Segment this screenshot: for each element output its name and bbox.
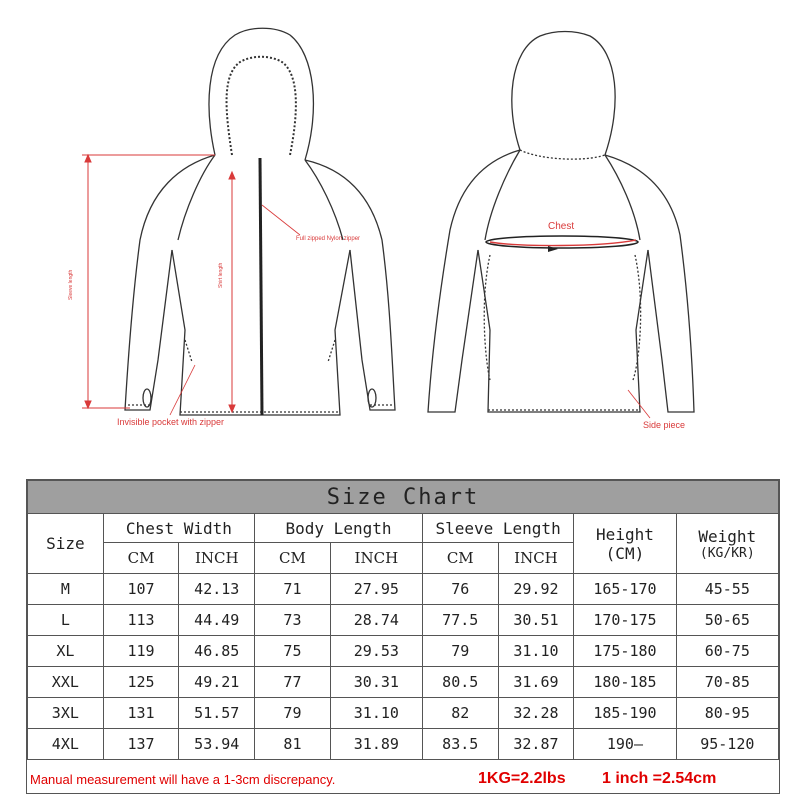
shirt-length-label: Shirt length bbox=[218, 262, 224, 288]
unit-body-cm: CM bbox=[255, 543, 331, 574]
cell-chest-in: 42.13 bbox=[179, 574, 255, 605]
cell-chest-in: 51.57 bbox=[179, 698, 255, 729]
table-row bbox=[28, 729, 779, 760]
cell-sleeve-in: 30.51 bbox=[498, 605, 574, 636]
header-height-label: Height bbox=[596, 524, 654, 544]
cell-chest-in: 46.85 bbox=[179, 636, 255, 667]
cell-body-in: 30.31 bbox=[330, 667, 422, 698]
cell-body-in: 28.74 bbox=[330, 605, 422, 636]
cell-chest-cm: 137 bbox=[103, 729, 179, 760]
unit-sleeve-inch: INCH bbox=[498, 543, 574, 574]
sleeve-length-measure bbox=[82, 155, 215, 408]
cell-size: 3XL bbox=[28, 698, 104, 729]
cell-sleeve-cm: 77.5 bbox=[422, 605, 498, 636]
cell-sleeve-cm: 82 bbox=[422, 698, 498, 729]
chart-footer bbox=[27, 760, 779, 798]
cell-height: 165-170 bbox=[574, 574, 676, 605]
size-chart bbox=[26, 479, 780, 794]
header-sleeve: Sleeve Length bbox=[422, 514, 573, 543]
table-row bbox=[28, 605, 779, 636]
header-weight-label: Weight bbox=[698, 526, 757, 546]
cell-chest-cm: 119 bbox=[103, 636, 179, 667]
header-weight bbox=[676, 514, 778, 574]
header-body: Body Length bbox=[255, 514, 423, 543]
table-row bbox=[28, 667, 779, 698]
cell-weight: 50-65 bbox=[676, 605, 778, 636]
cell-height: 175-180 bbox=[574, 636, 676, 667]
header-size: Size bbox=[28, 514, 104, 574]
cell-chest-cm: 107 bbox=[103, 574, 179, 605]
shirt-length-measure bbox=[229, 172, 235, 412]
cell-body-cm: 77 bbox=[255, 667, 331, 698]
unit-sleeve-cm: CM bbox=[422, 543, 498, 574]
size-chart-table bbox=[27, 480, 779, 760]
cell-chest-cm: 131 bbox=[103, 698, 179, 729]
cell-size: XXL bbox=[28, 667, 104, 698]
cell-body-in: 27.95 bbox=[330, 574, 422, 605]
cell-body-in: 31.10 bbox=[330, 698, 422, 729]
cell-size: 4XL bbox=[28, 729, 104, 760]
cell-size: L bbox=[28, 605, 104, 636]
unit-chest-cm: CM bbox=[103, 543, 179, 574]
cell-body-in: 31.89 bbox=[330, 729, 422, 760]
header-height-unit: (CM) bbox=[605, 543, 645, 563]
zipper-callout-line bbox=[262, 205, 300, 235]
cell-chest-in: 49.21 bbox=[179, 667, 255, 698]
cell-chest-cm: 125 bbox=[103, 667, 179, 698]
cell-sleeve-in: 31.69 bbox=[498, 667, 574, 698]
cell-body-cm: 79 bbox=[255, 698, 331, 729]
cell-sleeve-in: 32.28 bbox=[498, 698, 574, 729]
table-row bbox=[28, 636, 779, 667]
cell-weight: 45-55 bbox=[676, 574, 778, 605]
table-row bbox=[28, 574, 779, 605]
cell-height: 190— bbox=[574, 729, 676, 760]
header-weight-unit: (KG/KR) bbox=[699, 545, 755, 561]
pocket-label: Invisible pocket with zipper bbox=[117, 417, 225, 427]
chart-title: Size Chart bbox=[28, 481, 779, 514]
kg-conversion: 1KG=2.2lbs bbox=[478, 770, 566, 787]
cell-sleeve-in: 29.92 bbox=[498, 574, 574, 605]
cell-height: 170-175 bbox=[574, 605, 676, 636]
cell-sleeve-cm: 83.5 bbox=[422, 729, 498, 760]
cell-sleeve-cm: 76 bbox=[422, 574, 498, 605]
zipper-line bbox=[260, 158, 262, 415]
cell-height: 185-190 bbox=[574, 698, 676, 729]
cell-weight: 60-75 bbox=[676, 636, 778, 667]
unit-body-inch: INCH bbox=[330, 543, 422, 574]
cell-sleeve-cm: 79 bbox=[422, 636, 498, 667]
cell-body-cm: 81 bbox=[255, 729, 331, 760]
cell-weight: 95-120 bbox=[676, 729, 778, 760]
cell-body-cm: 73 bbox=[255, 605, 331, 636]
cell-sleeve-cm: 80.5 bbox=[422, 667, 498, 698]
cell-sleeve-in: 32.87 bbox=[498, 729, 574, 760]
header-height bbox=[574, 514, 676, 574]
cell-chest-in: 44.49 bbox=[179, 605, 255, 636]
cell-weight: 80-95 bbox=[676, 698, 778, 729]
side-piece-label: Side piece bbox=[643, 420, 686, 430]
zipper-label: Full zipped Nylon zipper bbox=[296, 236, 361, 242]
cell-body-cm: 75 bbox=[255, 636, 331, 667]
cell-body-in: 29.53 bbox=[330, 636, 422, 667]
chest-measure bbox=[486, 236, 638, 252]
chest-label: Chest bbox=[548, 221, 575, 232]
cell-height: 180-185 bbox=[574, 667, 676, 698]
cell-sleeve-in: 31.10 bbox=[498, 636, 574, 667]
header-chest: Chest Width bbox=[103, 514, 254, 543]
sleeve-length-label: Sleeve length bbox=[68, 269, 74, 300]
cell-weight: 70-85 bbox=[676, 667, 778, 698]
cell-chest-in: 53.94 bbox=[179, 729, 255, 760]
cell-chest-cm: 113 bbox=[103, 605, 179, 636]
inch-conversion: 1 inch =2.54cm bbox=[602, 770, 717, 787]
measurement-note: Manual measurement will have a 1-3cm discrepancy. bbox=[30, 772, 336, 787]
cell-size: M bbox=[28, 574, 104, 605]
cell-size: XL bbox=[28, 636, 104, 667]
cell-body-cm: 71 bbox=[255, 574, 331, 605]
unit-chest-inch: INCH bbox=[179, 543, 255, 574]
table-row bbox=[28, 698, 779, 729]
